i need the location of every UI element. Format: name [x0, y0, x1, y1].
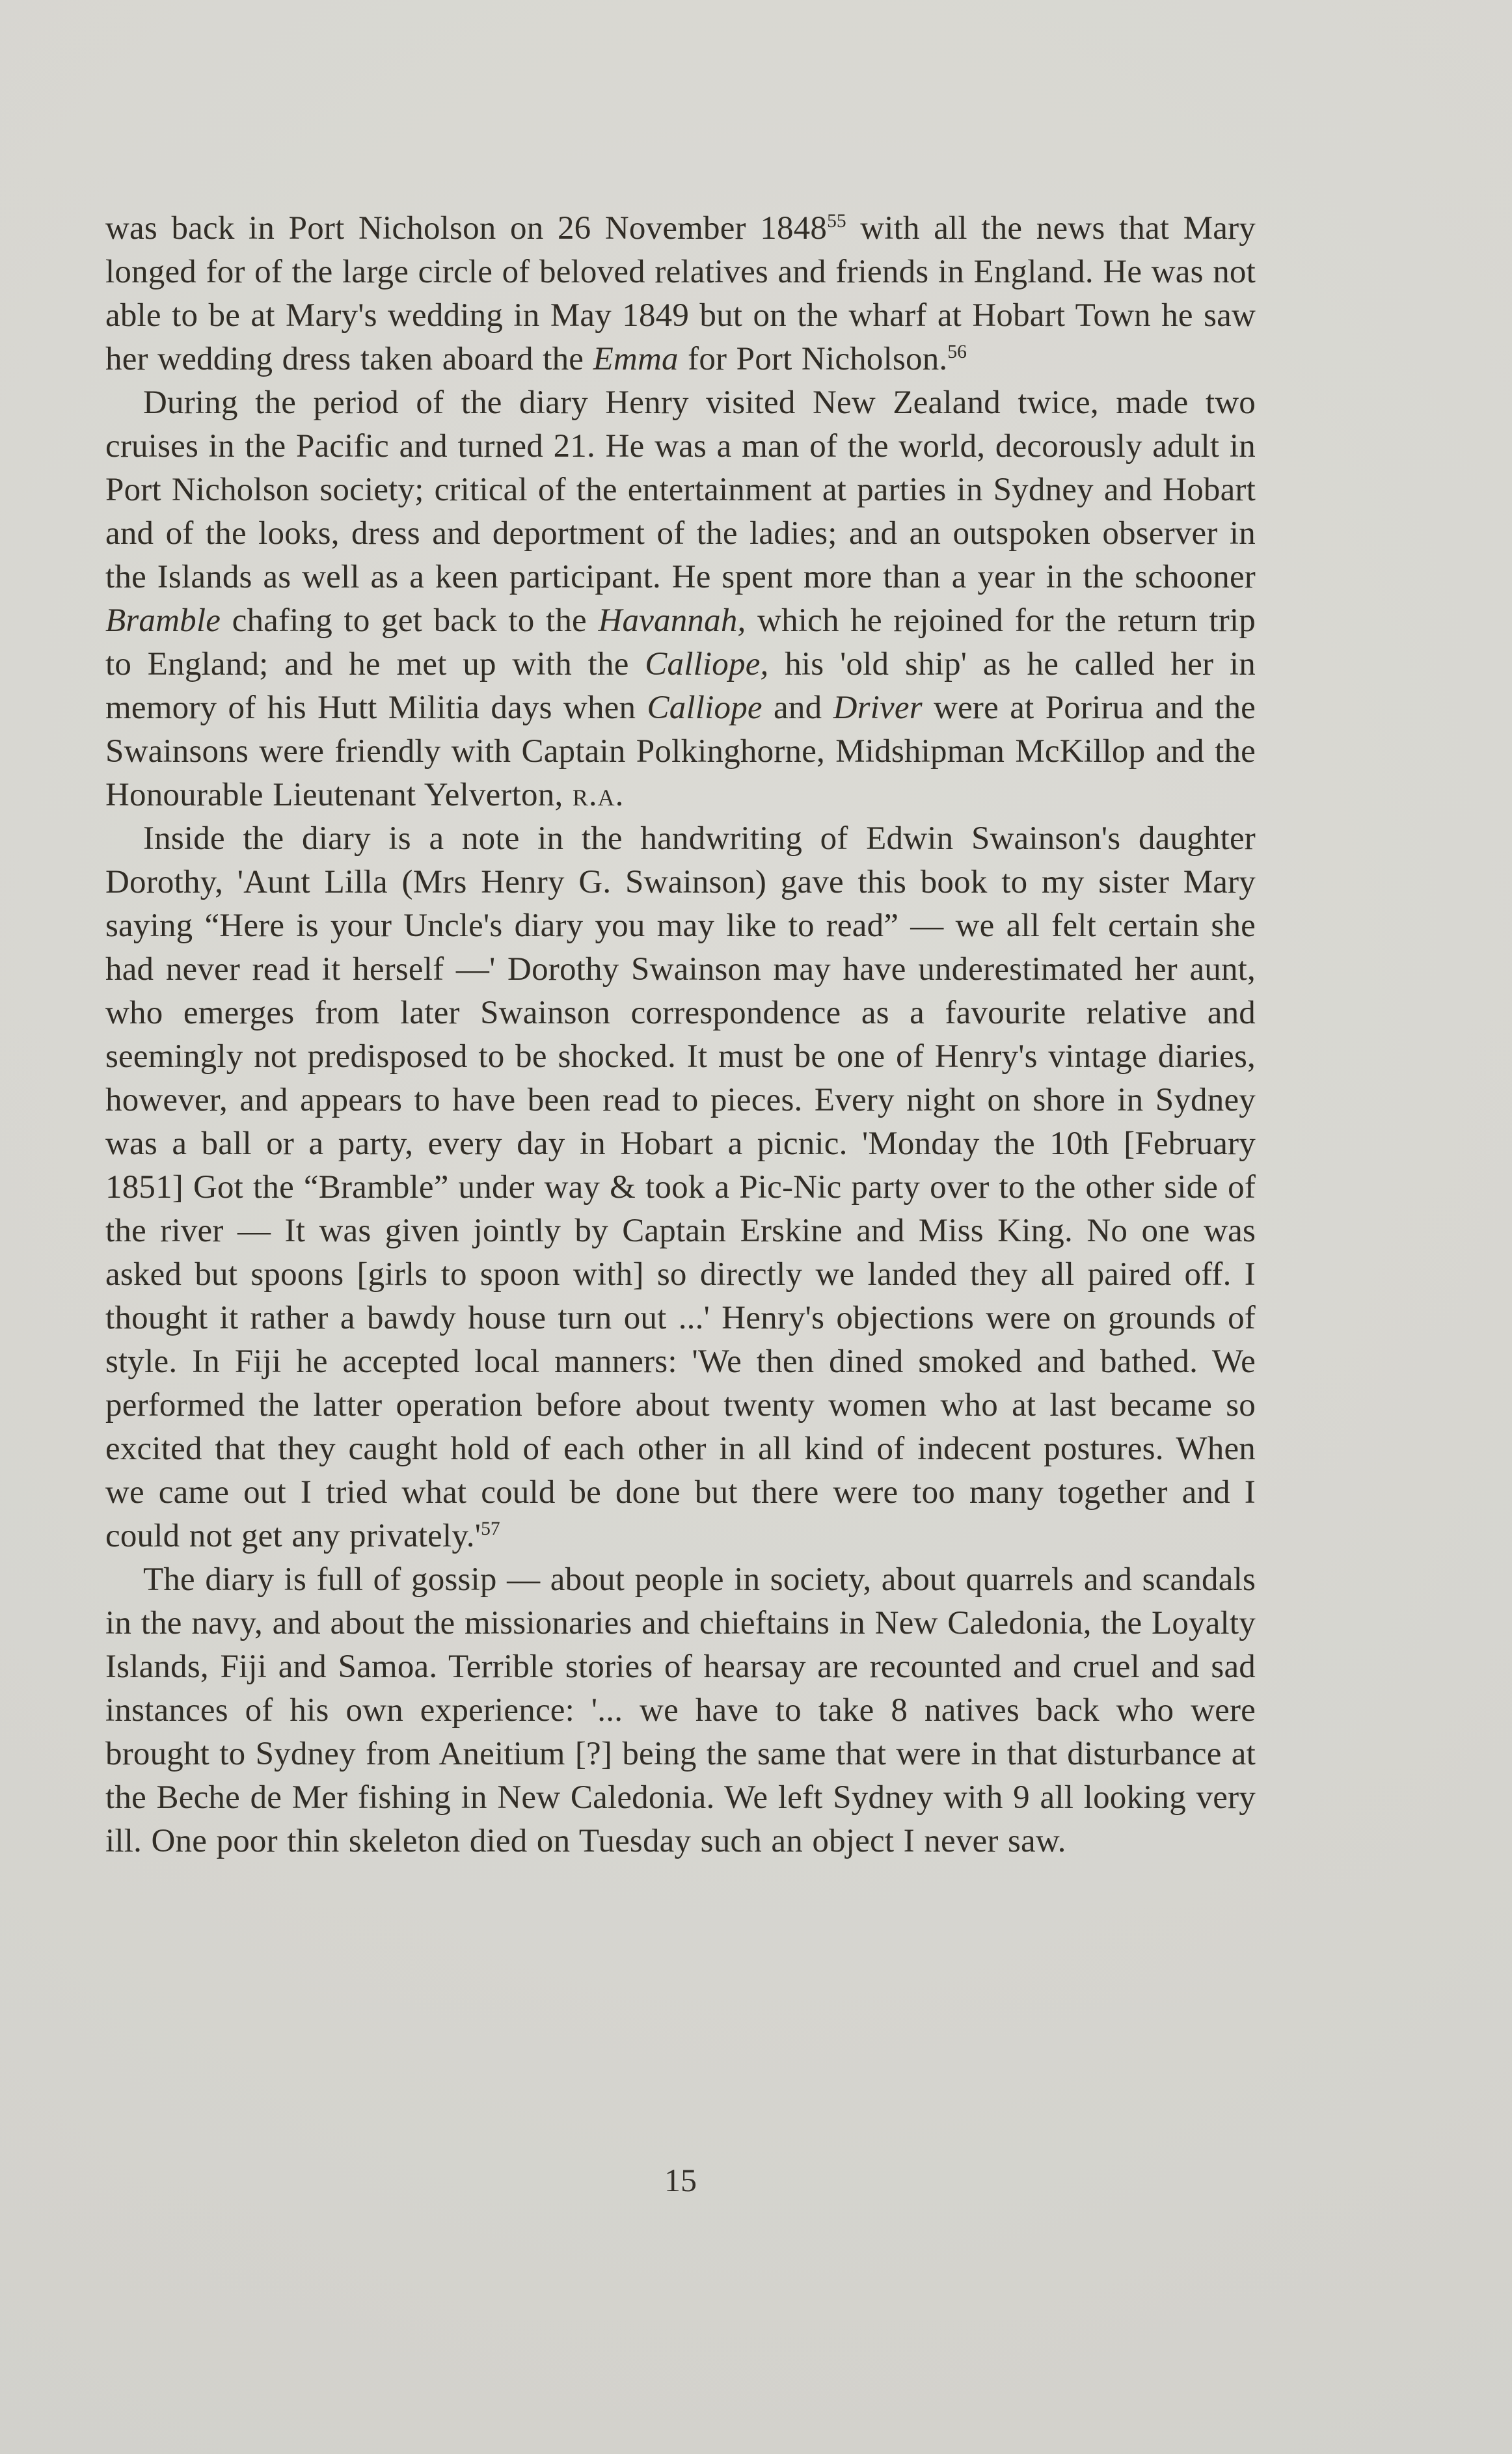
- page-number: 15: [664, 2162, 697, 2198]
- text-segment: for Port Nicholson.: [678, 341, 948, 377]
- text-segment: with all the news that Mary longed for of the large circle of beloved relatives and friends in England. He was not able to be at Mary's wedding in May 1849 but on the wharf at Hobart Town he saw her wedding dress taken aboard the: [105, 210, 1256, 377]
- text-segment: Calliope: [647, 690, 763, 726]
- text-block: [105, 207, 1256, 1863]
- text-segment: Havannah,: [598, 602, 746, 639]
- paragraph: [105, 381, 1256, 817]
- text-segment: Inside the diary is a note in the handwriting of Edwin Swainson's daughter Dorothy, 'Aunt Lilla (Mrs Henry G. Swainson) gave this book to my sister Mary saying “Here is your Uncle's diary you may like to read” — we all felt certain she had never read it herself —' Dorothy Swainson may have underestimated her aunt, who emerges from later Swainson correspondence as a favourite relative and seemingly not predisposed to be shocked. It must be one of Henry's vintage diaries, however, and appears to have been read to pieces. Every night on shore in Sydney was a ball or a party, every day in Hobart a picnic. 'Monday the 10th [February 1851] Got the “Bramble” under way & took a Pic-Nic party over to the other side of the river — It was given jointly by Captain Erskine and Miss King. No one was asked but spoons [girls to spoon with] so directly we landed they all paired off. I thought it rather a bawdy house turn out ...' Henry's objections were on grounds of style. In Fiji he accepted local manners: 'We then dined smoked and bathed. We performed the latter operation before about twenty women who at last became so excited that they caught hold of each other in all kind of indecent postures. When we came out I tried what could be done but there were too many together and I could not get any privately.': [105, 820, 1256, 1554]
- text-segment: his 'old ship' as he called her in memory of his Hutt Militia days when: [105, 646, 1256, 726]
- paragraph: [105, 1558, 1256, 1863]
- footnote-marker: 57: [481, 1518, 500, 1539]
- footnote-marker: 56: [947, 342, 967, 362]
- text-segment: The diary is full of gossip — about people in society, about quarrels and scandals in the navy, and about the missionaries and chieftains in New Caledonia, the Loyalty Islands, Fiji and Samoa. Terrible stories of hearsay are recounted and cruel and sad instances of his own experience: '... we have to take 8 natives back who were brought to Sydney from Aneitium [?] being the same that were in that disturbance at the Beche de Mer fishing in New Caledonia. We left Sydney with 9 all looking very ill. One poor thin skeleton died on Tuesday such an object I never saw.: [105, 1561, 1256, 1859]
- text-segment: Driver: [833, 690, 923, 726]
- paragraph: [105, 817, 1256, 1558]
- text-segment: chafing to get back to the: [221, 602, 599, 639]
- text-segment: were at Porirua and the Swainsons were friendly with Captain Polkinghorne, Midshipman McKillop and the Honourable Lieutenant Yelverton,: [105, 690, 1256, 813]
- text-segment: Calliope,: [645, 646, 769, 682]
- text-segment: Bramble: [105, 602, 221, 639]
- footnote-marker: 55: [827, 211, 846, 232]
- text-segment: During the period of the diary Henry visited New Zealand twice, made two cruises in the Pacific and turned 21. He was a man of the world, decorously adult in Port Nicholson society; critical of the entertainment at parties in Sydney and Hobart and of the looks, dress and deportment of the ladies; and an outspoken observer in the Islands as well as a keen participant. He spent more than a year in the schooner: [105, 384, 1256, 595]
- text-segment: and: [762, 690, 833, 726]
- text-segment: which he rejoined for the return trip to England; and he met up with the: [105, 602, 1256, 682]
- text-segment: Emma: [593, 341, 679, 377]
- text-segment: r.a.: [572, 777, 625, 813]
- paragraph: [105, 207, 1256, 381]
- text-segment: was back in Port Nicholson on 26 November 1848: [105, 210, 828, 247]
